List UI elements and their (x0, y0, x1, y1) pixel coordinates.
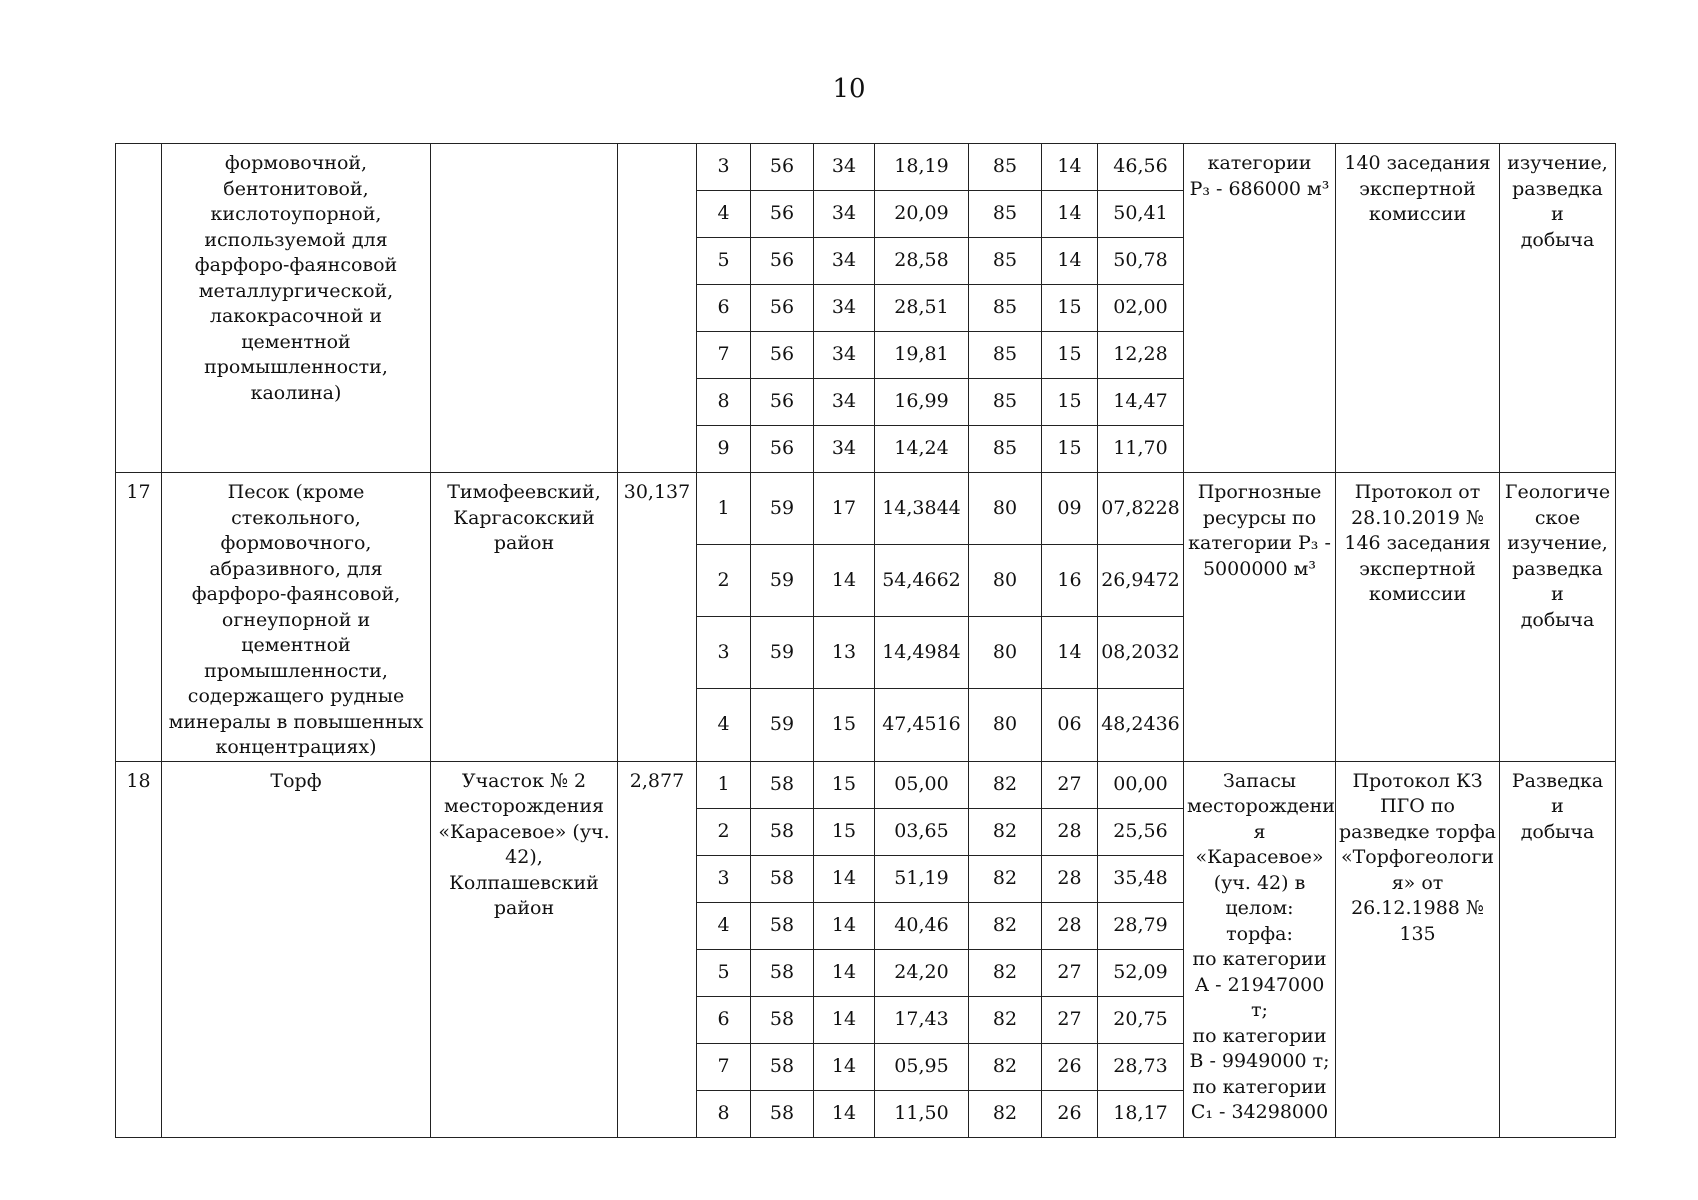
lat-seconds: 28,51 (875, 285, 969, 332)
row-number: 18 (116, 761, 162, 1137)
lat-minutes: 15 (814, 808, 875, 855)
lat-minutes: 34 (814, 144, 875, 191)
lon-minutes: 26 (1042, 1090, 1098, 1137)
lon-minutes: 16 (1042, 545, 1098, 617)
lat-seconds: 14,3844 (875, 473, 969, 545)
mineral-name-line: фарфоро-фаянсовой (194, 254, 398, 276)
lat-degrees: 58 (751, 808, 814, 855)
lat-degrees: 58 (751, 855, 814, 902)
usage-purpose-line: изучение, (1507, 152, 1608, 174)
lon-minutes: 15 (1042, 332, 1098, 379)
protocol-info (1336, 144, 1500, 473)
mineral-name (162, 761, 431, 1137)
lon-seconds: 50,41 (1098, 191, 1184, 238)
table-row (116, 473, 1616, 545)
deposit-location-line: район (493, 532, 555, 554)
mineral-name-line: абразивного, для (209, 557, 383, 580)
lat-degrees: 56 (751, 191, 814, 238)
mineral-name-line: минералы в повышенных (168, 710, 424, 733)
area-value (618, 144, 697, 473)
lat-seconds: 17,43 (875, 996, 969, 1043)
point-number: 5 (697, 238, 751, 285)
lat-seconds: 28,58 (875, 238, 969, 285)
lon-seconds: 07,8228 (1098, 473, 1184, 545)
mineral-name-line: лакокрасочной и (209, 305, 383, 327)
mineral-name (162, 144, 431, 473)
lon-minutes: 14 (1042, 617, 1098, 689)
deposit-location-line: месторождения (444, 795, 604, 817)
lat-seconds: 16,99 (875, 379, 969, 426)
usage-purpose (1500, 761, 1616, 1137)
resources-info (1184, 473, 1336, 762)
table-body (116, 144, 1616, 1138)
deposit-location-line: 42), (505, 846, 543, 868)
resources-info-line: ресурсы по (1202, 506, 1317, 529)
lat-seconds: 51,19 (875, 855, 969, 902)
lat-minutes: 14 (814, 902, 875, 949)
deposit-registry-table (115, 143, 1616, 1138)
deposit-location (431, 761, 618, 1137)
lon-minutes: 15 (1042, 379, 1098, 426)
lon-seconds: 46,56 (1098, 144, 1184, 191)
lat-seconds: 20,09 (875, 191, 969, 238)
point-number: 4 (697, 191, 751, 238)
lat-degrees: 59 (751, 473, 814, 545)
lat-degrees: 59 (751, 617, 814, 689)
deposit-location-line: Тимофеевский, (447, 481, 601, 503)
lat-seconds: 54,4662 (875, 545, 969, 617)
point-number: 4 (697, 689, 751, 761)
resources-info-line: В - 9949000 т; (1189, 1050, 1330, 1072)
mineral-name-line: промышленности, (204, 659, 388, 682)
lat-seconds: 05,00 (875, 761, 969, 808)
lon-seconds: 11,70 (1098, 426, 1184, 473)
protocol-info (1336, 761, 1500, 1137)
lat-degrees: 56 (751, 285, 814, 332)
lat-seconds: 19,81 (875, 332, 969, 379)
resources-info-line: 5000000 м³ (1202, 557, 1317, 580)
point-number: 6 (697, 285, 751, 332)
usage-purpose-line: разведка и (1512, 177, 1603, 225)
lon-minutes: 06 (1042, 689, 1098, 761)
point-number: 4 (697, 902, 751, 949)
lat-degrees: 58 (751, 1043, 814, 1090)
row-number: 17 (116, 473, 162, 762)
point-number: 8 (697, 1090, 751, 1137)
lon-degrees: 82 (969, 1043, 1042, 1090)
lon-seconds: 48,2436 (1098, 689, 1184, 761)
lon-seconds: 25,56 (1098, 808, 1184, 855)
lon-minutes: 09 (1042, 473, 1098, 545)
resources-info-line: по категории (1192, 1075, 1327, 1098)
lat-seconds: 14,4984 (875, 617, 969, 689)
lon-degrees: 85 (969, 191, 1042, 238)
resources-info-line: по категории (1192, 948, 1327, 970)
resources-info-line: P₃ - 686000 м³ (1189, 177, 1330, 200)
deposit-location-line: Каргасокский (453, 506, 595, 529)
lon-seconds: 28,73 (1098, 1043, 1184, 1090)
lat-degrees: 56 (751, 238, 814, 285)
lon-minutes: 15 (1042, 285, 1098, 332)
deposit-location-line: «Карасевое» (уч. (438, 820, 610, 843)
page-number: 10 (832, 74, 866, 104)
lat-minutes: 34 (814, 379, 875, 426)
lon-degrees: 82 (969, 996, 1042, 1043)
lon-minutes: 27 (1042, 761, 1098, 808)
protocol-info-line: Протокол от (1354, 481, 1481, 503)
resources-info-line: А - 21947000 (1194, 973, 1325, 996)
lat-seconds: 40,46 (875, 902, 969, 949)
area-value: 2,877 (618, 761, 697, 1137)
lon-minutes: 27 (1042, 996, 1098, 1043)
resources-info-line: категории P₃ - (1188, 532, 1331, 554)
lon-degrees: 82 (969, 949, 1042, 996)
lon-seconds: 08,2032 (1098, 617, 1184, 689)
protocol-info-line: экспертной (1359, 177, 1476, 200)
resources-info-line: месторождени (1187, 795, 1335, 817)
table-row (116, 761, 1616, 808)
lat-minutes: 15 (814, 689, 875, 761)
lat-seconds: 03,65 (875, 808, 969, 855)
protocol-info-line: комиссии (1368, 583, 1467, 605)
mineral-name-line: формовочной, (224, 152, 368, 174)
usage-purpose-line: добыча (1520, 608, 1595, 631)
lat-minutes: 17 (814, 473, 875, 545)
protocol-info-line: комиссии (1368, 203, 1467, 225)
lat-minutes: 14 (814, 855, 875, 902)
usage-purpose-line: Геологиче (1504, 481, 1611, 503)
usage-purpose-line: добыча (1520, 228, 1595, 251)
protocol-info (1336, 473, 1500, 762)
usage-purpose-line: изучение, (1507, 532, 1608, 554)
mineral-name-line: содержащего рудные (187, 685, 405, 707)
resources-info-line: C₁ - 34298000 (1190, 1101, 1329, 1123)
deposit-location-line: Колпашевский (449, 871, 599, 894)
lon-degrees: 80 (969, 689, 1042, 761)
lat-degrees: 58 (751, 949, 814, 996)
lat-minutes: 14 (814, 1043, 875, 1090)
point-number: 1 (697, 761, 751, 808)
lat-minutes: 34 (814, 191, 875, 238)
protocol-info-line: 28.10.2019 № (1351, 506, 1484, 529)
lat-degrees: 56 (751, 332, 814, 379)
mineral-name-line: металлургической, (198, 279, 394, 302)
protocol-info-line: Протокол КЗ (1352, 769, 1483, 792)
lat-seconds: 05,95 (875, 1043, 969, 1090)
usage-purpose (1500, 473, 1616, 762)
lat-seconds: 47,4516 (875, 689, 969, 761)
lon-seconds: 18,17 (1098, 1090, 1184, 1137)
lat-degrees: 56 (751, 144, 814, 191)
lon-degrees: 85 (969, 144, 1042, 191)
lon-minutes: 28 (1042, 855, 1098, 902)
lon-degrees: 82 (969, 902, 1042, 949)
lon-degrees: 80 (969, 473, 1042, 545)
lat-minutes: 14 (814, 1090, 875, 1137)
mineral-name-line: формовочного, (220, 532, 372, 554)
usage-purpose-line: разведка и (1512, 557, 1603, 605)
mineral-name-line: концентрациях) (215, 736, 377, 758)
mineral-name-line: кислотоупорной, (210, 203, 382, 225)
lon-seconds: 00,00 (1098, 761, 1184, 808)
lon-degrees: 85 (969, 238, 1042, 285)
mineral-name-line: используемой для (204, 228, 388, 251)
point-number: 7 (697, 1043, 751, 1090)
protocol-info-line: 140 заседания (1344, 152, 1491, 174)
lat-degrees: 59 (751, 545, 814, 617)
protocol-info-line: разведке торфа (1339, 820, 1496, 843)
resources-info-line: я «Карасевое» (1195, 820, 1324, 868)
lat-seconds: 18,19 (875, 144, 969, 191)
usage-purpose-line: Разведка и (1511, 769, 1604, 817)
lon-minutes: 14 (1042, 144, 1098, 191)
lon-degrees: 85 (969, 332, 1042, 379)
resources-info-line: Запасы (1223, 769, 1296, 792)
lat-minutes: 34 (814, 285, 875, 332)
lon-degrees: 85 (969, 285, 1042, 332)
lon-degrees: 82 (969, 808, 1042, 855)
resources-info-line: торфа: (1226, 922, 1293, 945)
lat-seconds: 14,24 (875, 426, 969, 473)
resources-info (1184, 144, 1336, 473)
point-number: 6 (697, 996, 751, 1043)
lon-minutes: 15 (1042, 426, 1098, 473)
protocol-info-line: «Торфогеологи (1341, 846, 1494, 868)
deposit-location-line: район (493, 897, 555, 919)
resources-info-line: по категории (1192, 1024, 1327, 1047)
lat-degrees: 59 (751, 689, 814, 761)
lat-minutes: 13 (814, 617, 875, 689)
row-number (116, 144, 162, 473)
mineral-name-line: Песок (кроме стекольного, (227, 481, 365, 529)
resources-info-line: целом: (1225, 897, 1294, 919)
lon-seconds: 52,09 (1098, 949, 1184, 996)
lon-seconds: 02,00 (1098, 285, 1184, 332)
protocol-info-line: ПГО по (1380, 795, 1455, 817)
protocol-info-line: 26.12.1988 № (1351, 897, 1484, 919)
deposit-location (431, 144, 618, 473)
resources-info (1184, 761, 1336, 1137)
mineral-name-line: бентонитовой, (223, 177, 369, 200)
lon-seconds: 12,28 (1098, 332, 1184, 379)
mineral-name-line: огнеупорной и цементной (221, 608, 371, 656)
protocol-info-line: экспертной (1359, 557, 1476, 580)
lon-degrees: 80 (969, 545, 1042, 617)
lon-minutes: 26 (1042, 1043, 1098, 1090)
point-number: 7 (697, 332, 751, 379)
table-row (116, 144, 1616, 191)
mineral-name-line: каолина) (250, 381, 342, 404)
lon-seconds: 28,79 (1098, 902, 1184, 949)
lat-minutes: 14 (814, 545, 875, 617)
lat-degrees: 58 (751, 902, 814, 949)
lon-seconds: 20,75 (1098, 996, 1184, 1043)
lon-degrees: 80 (969, 617, 1042, 689)
point-number: 2 (697, 808, 751, 855)
point-number: 2 (697, 545, 751, 617)
resources-info-line: т; (1251, 999, 1268, 1021)
mineral-name (162, 473, 431, 762)
point-number: 5 (697, 949, 751, 996)
mineral-name-line: промышленности, (204, 356, 388, 378)
lon-minutes: 28 (1042, 808, 1098, 855)
lon-degrees: 85 (969, 426, 1042, 473)
point-number: 3 (697, 855, 751, 902)
lat-minutes: 34 (814, 332, 875, 379)
usage-purpose-line: добыча (1520, 820, 1595, 843)
point-number: 1 (697, 473, 751, 545)
mineral-name-line: Торф (270, 769, 322, 792)
lon-minutes: 14 (1042, 238, 1098, 285)
point-number: 9 (697, 426, 751, 473)
usage-purpose-line: ское (1534, 506, 1581, 529)
lon-degrees: 82 (969, 761, 1042, 808)
protocol-info-line: 146 заседания (1344, 532, 1491, 554)
lat-minutes: 14 (814, 996, 875, 1043)
point-number: 8 (697, 379, 751, 426)
lon-minutes: 27 (1042, 949, 1098, 996)
deposit-location (431, 473, 618, 762)
lon-seconds: 26,9472 (1098, 545, 1184, 617)
lat-seconds: 11,50 (875, 1090, 969, 1137)
resources-info-line: категории (1207, 152, 1312, 174)
lat-degrees: 56 (751, 379, 814, 426)
lat-minutes: 14 (814, 949, 875, 996)
point-number: 3 (697, 144, 751, 191)
lat-minutes: 34 (814, 238, 875, 285)
lat-minutes: 34 (814, 426, 875, 473)
resources-info-line: Прогнозные (1197, 481, 1322, 503)
lat-degrees: 58 (751, 1090, 814, 1137)
protocol-info-line: 135 (1399, 922, 1436, 945)
lat-degrees: 58 (751, 996, 814, 1043)
lon-degrees: 82 (969, 1090, 1042, 1137)
lon-degrees: 85 (969, 379, 1042, 426)
mineral-name-line: фарфоро-фаянсовой, (191, 583, 401, 605)
lat-seconds: 24,20 (875, 949, 969, 996)
lon-seconds: 35,48 (1098, 855, 1184, 902)
lon-seconds: 14,47 (1098, 379, 1184, 426)
lon-seconds: 50,78 (1098, 238, 1184, 285)
lat-degrees: 56 (751, 426, 814, 473)
protocol-info-line: я» от (1391, 871, 1444, 894)
lon-degrees: 82 (969, 855, 1042, 902)
lat-degrees: 58 (751, 761, 814, 808)
resources-info-line: (уч. 42) в (1213, 871, 1306, 894)
lon-minutes: 28 (1042, 902, 1098, 949)
point-number: 3 (697, 617, 751, 689)
deposit-location-line: Участок № 2 (461, 769, 587, 792)
mineral-name-line: цементной (241, 330, 351, 353)
lat-minutes: 15 (814, 761, 875, 808)
area-value: 30,137 (618, 473, 697, 762)
usage-purpose (1500, 144, 1616, 473)
lon-minutes: 14 (1042, 191, 1098, 238)
